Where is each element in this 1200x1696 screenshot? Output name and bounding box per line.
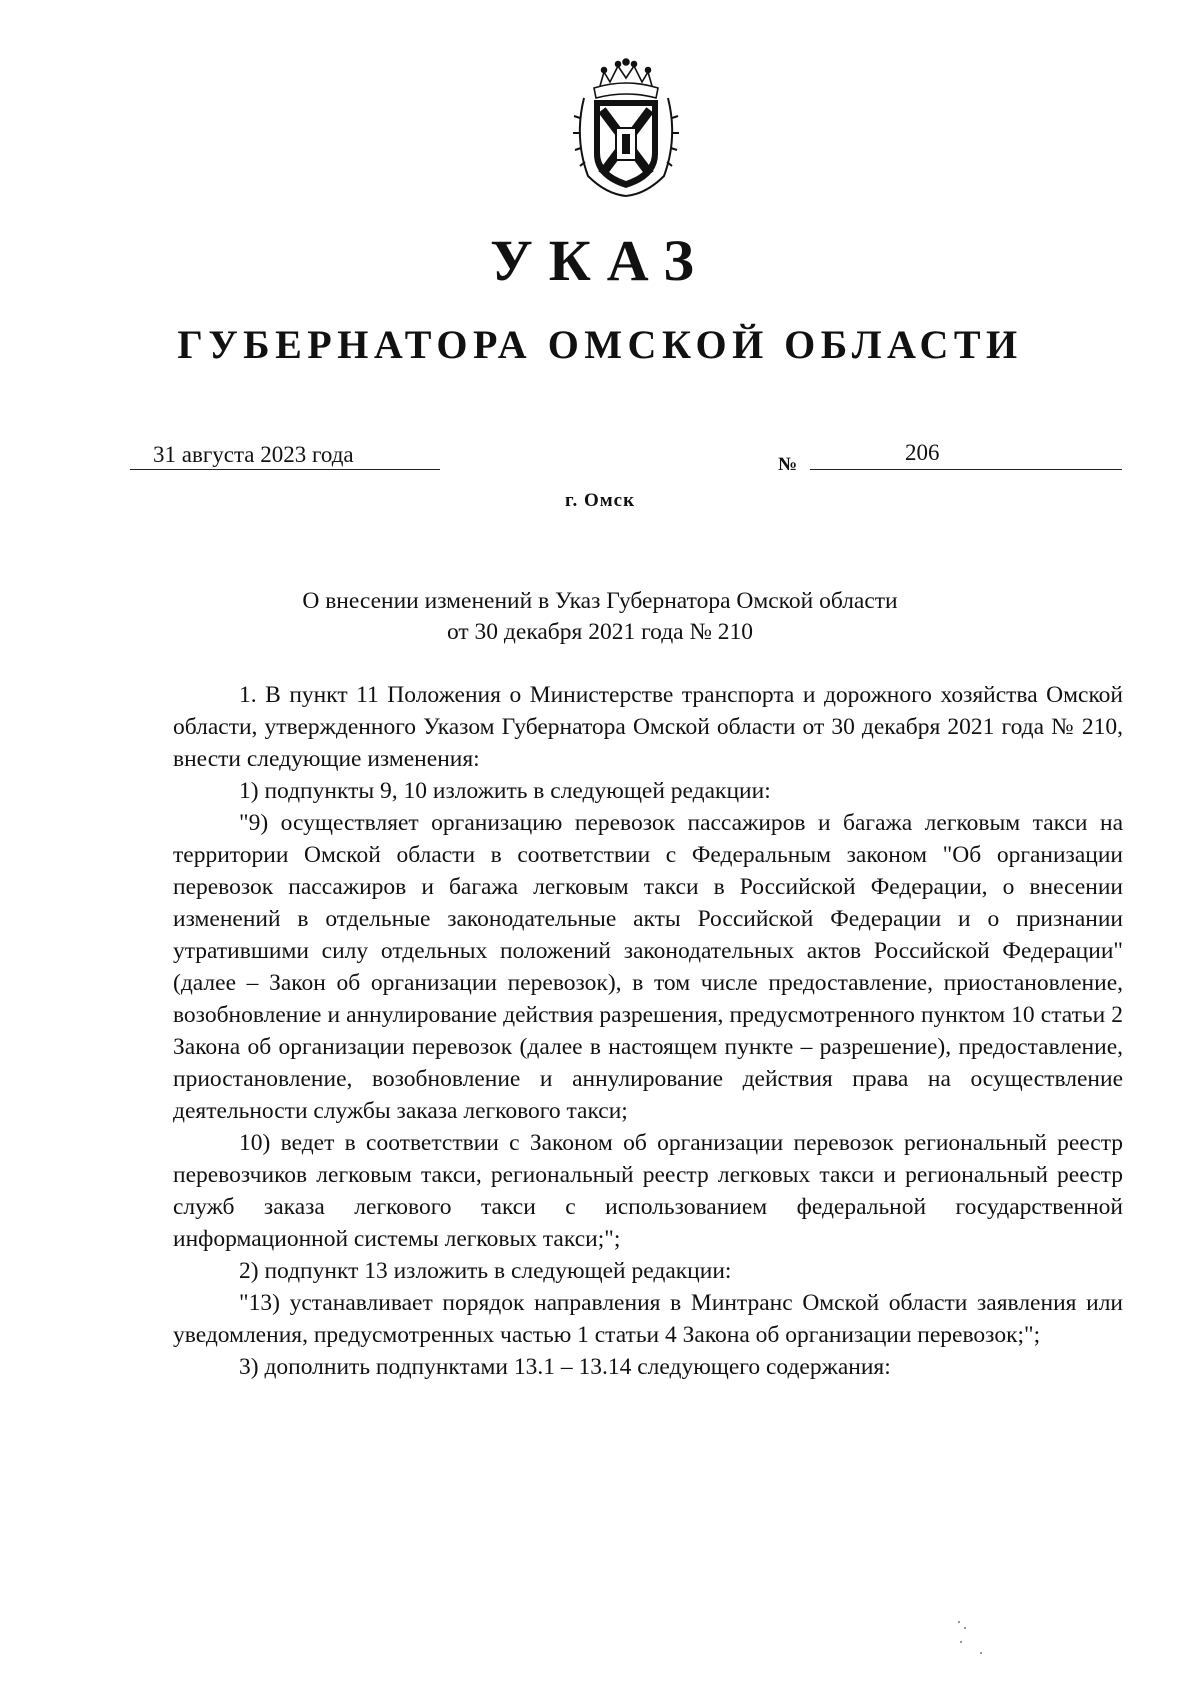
document-city: г. Омск — [564, 490, 636, 511]
scan-speck — [958, 1621, 960, 1623]
number-label: № — [778, 454, 798, 475]
document-heading — [0, 586, 1200, 648]
scan-speck — [960, 1641, 962, 1643]
paragraph: 2) подпункт 13 изложить в следующей редакции: — [239, 1258, 732, 1284]
document-title: УКАЗ — [490, 228, 710, 293]
date-underline — [130, 469, 440, 470]
document-body — [173, 679, 1123, 1383]
paragraph: 1. В пункт 11 Положения о Министерстве транспорта и дорожного хозяйства Омской области, утвержденного Указом Губернатора Омской области от 30 декабря 2021 года № 210, внести следующие изменения: — [173, 682, 1123, 772]
paragraph: 1) подпункты 9, 10 изложить в следующей редакции: — [239, 778, 771, 804]
paragraph: "9) осуществляет организацию перевозок пассажиров и багажа легковым такси на территории Омской области в соответствии с Федеральным законом "Об организации перевозок пассажиров и багажа легковым такси в Российской Федерации, о внесении изменений в отдельные законодательные акты Российской Федерации и о признании утратившими силу отдельных положений законодательных актов Российской Федерации" (далее – Закон об организации перевозок), в том числе предоставление, приостановление, возобновление и аннулирование действия разрешения, предусмотренного пунктом 10 статьи 2 Закона об организации перевозок (далее в настоящем пункте – разрешение), предоставление, приостановление, возобновление и аннулирование действия права на осуществление деятельности службы заказа легкового такси; — [173, 810, 1123, 1124]
document-number: 206 — [905, 440, 940, 465]
number-underline — [810, 469, 1122, 470]
paragraph: 3) дополнить подпунктами 13.1 – 13.14 следующего содержания: — [239, 1354, 891, 1380]
heading-line-2: от 30 декабря 2021 года № 210 — [446, 619, 754, 645]
paragraph: 10) ведет в соответствии с Законом об организации перевозок региональный реестр перевозчиков легковым такси, региональный реестр легковых такси и региональный реестр служб заказа легкового такси с использованием федеральной государственной информационной системы легковых такси;"; — [173, 1130, 1123, 1252]
scan-speck — [964, 1627, 966, 1629]
coat-of-arms-icon — [570, 58, 682, 198]
document-subtitle: ГУБЕРНАТОРА ОМСКОЙ ОБЛАСТИ — [177, 322, 1023, 367]
document-date: 31 августа 2023 года — [153, 442, 354, 467]
scan-speck — [980, 1652, 982, 1654]
paragraph: "13) устанавливает порядок направления в Минтранс Омской области заявления или уведомления, предусмотренных частью 1 статьи 4 Закона об организации перевозок;"; — [173, 1290, 1123, 1348]
heading-line-1: О внесении изменений в Указ Губернатора Омской области — [302, 588, 898, 614]
